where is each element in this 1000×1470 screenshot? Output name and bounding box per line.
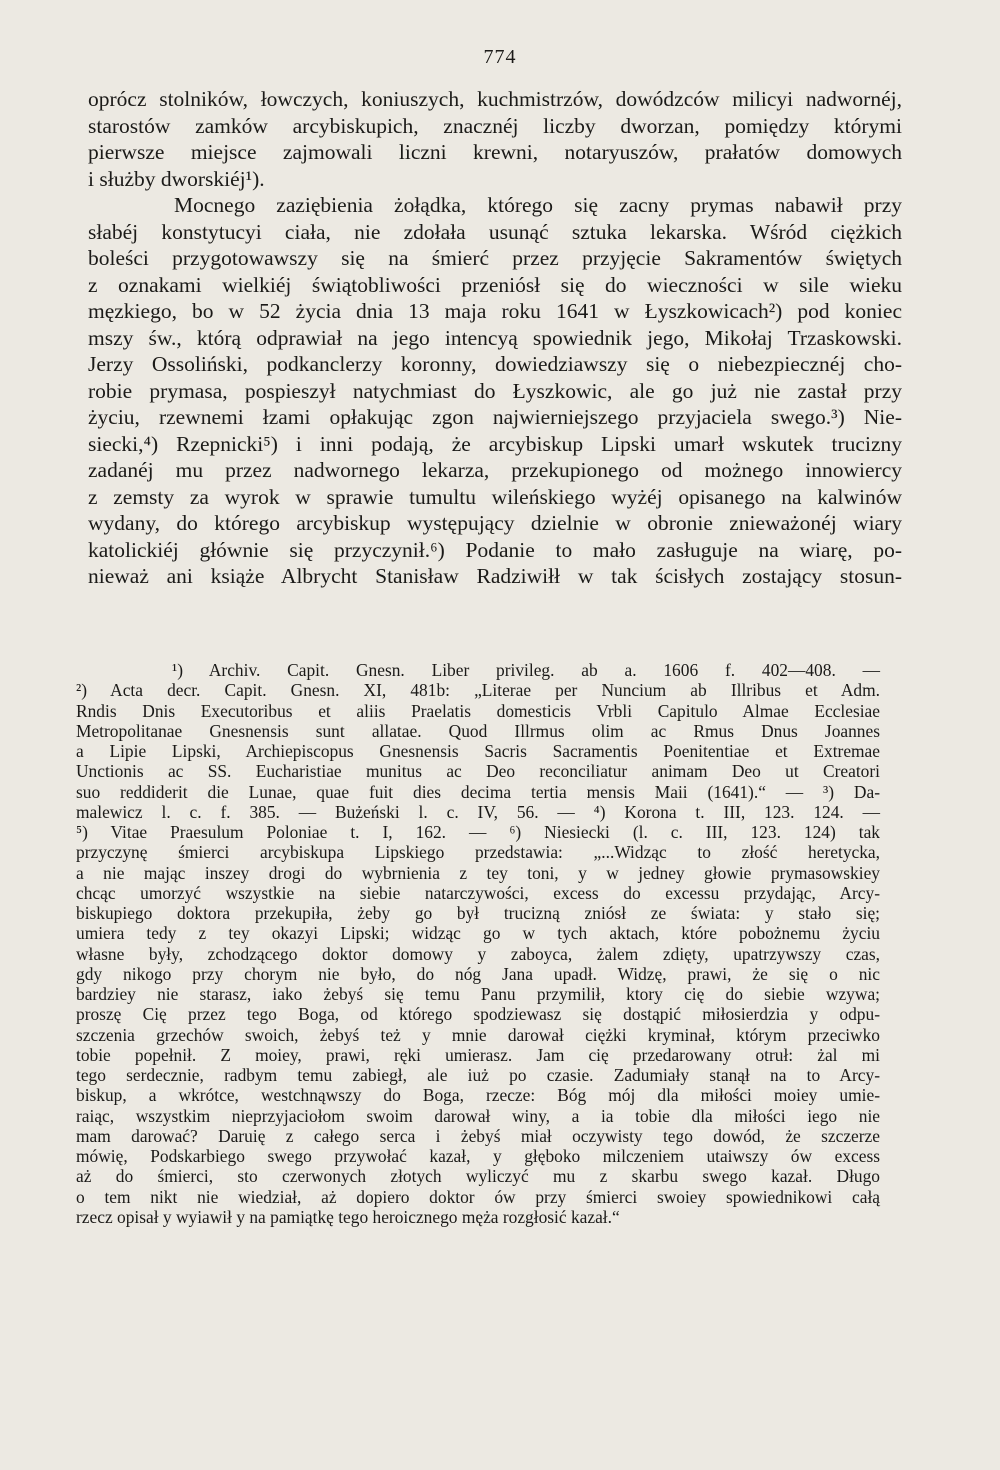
text-line: oprócz stolników, łowczych, koniuszych, kuchmistrzów, dowódzców milicyi nadwornéj,	[88, 87, 902, 111]
footnote-line: a Lipie Lipski, Archiepiscopus Gnesnensis Sacris Sacramentis Poenitentiae et Extremae	[76, 741, 880, 761]
text-line: wydany, do którego arcybiskup występujący dzielnie w obronie znieważonéj wiary	[88, 511, 902, 535]
text-line: robie prymasa, pospieszył natychmiast do Łyszkowic, ale go już nie zastał przy	[88, 378, 902, 403]
footnote-line: ⁵) Vitae Praesulum Poloniae t. I, 162. — ⁶) Niesiecki (l. c. III, 123. 124) tak	[76, 822, 880, 842]
footnote-line: bardziey nie starasz, iako żebyś się temu Panu przymilił, ktory cię do siebie wzywa;	[76, 984, 880, 1004]
footnote-line: mam darować? Daruię z całego serca i żebyś miał oczywisty tego dowód, że szczerze	[76, 1125, 880, 1146]
footnote-line: ²) Acta decr. Capit. Gnesn. XI, 481b: „Literae per Nuncium ab Illribus et Adm.	[76, 680, 880, 701]
footnote-line: o tem nikt nie wiedział, aż dopiero doktor ów przy śmierci swoiey spowiednikowi całą	[76, 1186, 880, 1207]
footnote-line: ¹) Archiv. Capit. Gnesn. Liber privileg. ab a. 1606 f. 402—408. —	[172, 660, 880, 680]
text-line: Mocnego zaziębienia żołądka, którego się zacny prymas nabawił przy	[174, 193, 902, 217]
footnotes-block	[76, 660, 880, 1227]
text-line: z zemsty za wyrok w sprawie tumultu wileńskiego wyżéj opisanego na kalwinów	[88, 484, 902, 509]
footnote-line: Metropolitanae Gnesnensis sunt allatae. Quod Illrmus olim ac Rmus Dnus Joannes	[76, 720, 880, 741]
footnote-line: biskupiego doktora przekupiła, żeby go był trucizną zniósł ze świata: y stało się;	[76, 903, 880, 923]
text-line: męzkiego, bo w 52 życia dnia 13 maja roku 1641 w Łyszkowicach²) pod koniec	[88, 299, 902, 323]
footnote-line: proszę Cię przez tego Boga, od którego spodziewasz się dostąpić miłosierdzia y odpu-	[76, 1004, 880, 1025]
text-line: mszy św., którą odprawiał na jego intencyą spowiednik jego, Mikołaj Trzaskowski.	[88, 325, 902, 350]
text-line: słabéj konstytucyi ciała, nie zdołała usunąć sztuka lekarska. Wśród ciężkich	[88, 219, 902, 244]
footnote-line: aż do śmierci, sto czerwonych złotych wyliczyć mu z skarbu swego kazał. Długo	[76, 1166, 880, 1187]
text-line: siecki,⁴) Rzepnicki⁵) i inni podają, że arcybiskup Lipski umarł wskutek trucizny	[88, 431, 902, 456]
footnote-line: rzecz opisał y wyiawił y na pamiątkę tego heroicznego męża rozgłosić kazał.“	[76, 1206, 620, 1227]
text-line: pierwsze miejsce zajmowali liczni krewni, notaryuszów, prałatów domowych	[88, 140, 902, 164]
footnote-line: przyczynę śmierci arcybiskupa Lipskiego przedstawia: „...Widząc to złość heretycka,	[76, 842, 880, 863]
text-line: starostów zamków arcybiskupich, znacznéj liczby dworzan, pomiędzy którymi	[88, 113, 902, 138]
footnote-line: umiera tedy z tey okazyi Lipski; widząc go w tych aktach, które pobożnemu życiu	[76, 923, 880, 944]
footnote-line: malewicz l. c. f. 385. — Bużeński l. c. IV, 56. — ⁴) Korona t. III, 123. 124. —	[76, 801, 880, 822]
footnote-line: mówię, Podskarbiego swego przywołać kazał, y głęboko milczeniem utaiwszy ów excess	[76, 1146, 880, 1166]
text-line: z oznakami wielkiéj świątobliwości przeniósł się do wieczności w sile wieku	[88, 272, 902, 297]
main-text-block	[88, 86, 902, 590]
footnote-line: tobie popełnił. Z moiey, prawi, ręki umierasz. Jam cię przedarowany otruł: żal mi	[76, 1044, 880, 1065]
footnote-line: gdy nikogo przy chorym nie było, do nóg Jana upadł. Widzę, prawi, że się o nic	[76, 963, 880, 984]
text-line: Jerzy Ossoliński, podkanclerzy koronny, dowiedziawszy się o niebezpiecznéj cho-	[88, 352, 902, 376]
page-number: 774	[483, 46, 517, 68]
footnote-line: tego serdecznie, radbym temu zabiegł, ale iuż po czasie. Zadumiały stanął na to Arcy-	[76, 1065, 880, 1085]
text-line: zadanéj mu przez nadwornego lekarza, przekupionego od możnego innowiercy	[88, 458, 902, 482]
footnote-line: raiąc, wszystkim nieprzyjaciołom swoim darował winy, a ia tobie dla miłości iego nie	[76, 1105, 880, 1126]
text-line: życiu, rzewnemi łzami opłakując zgon najwierniejszego przyjaciela swego.³) Nie-	[88, 405, 902, 429]
footnote-line: szczenia grzechów swoich, żebyś też y mnie darował ciężki kryminał, którym przeciwko	[76, 1024, 880, 1045]
footnote-line: biskup, a wkrótce, westchnąwszy do Boga, rzecze: Bóg mój dla miłości moiey umie-	[76, 1085, 880, 1106]
text-line: nieważ ani książe Albrycht Stanisław Radziwiłł w tak ścisłych zostający stosun-	[88, 564, 902, 588]
footnote-line: własne były, zchodzącego doktor domowy y zaboyca, żalem zdięty, upatrzywszy czas,	[76, 943, 880, 964]
text-line: boleści przygotowawszy się na śmierć przez przyjęcie Sakramentów świętych	[88, 246, 902, 270]
footnote-line: Unctionis ac SS. Eucharistiae munitus ac Deo reconciliatur animam Deo ut Creatori	[76, 761, 880, 782]
footnote-line: a nie mając inszey drogi do wybrnienia z tey toni, y w jedney głowie prymasowskiey	[76, 862, 880, 883]
text-line: i służby dworskiéj¹).	[88, 166, 265, 191]
text-line: katolickiéj głównie się przyczynił.⁶) Podanie to mało zasługuje na wiarę, po-	[88, 537, 902, 562]
footnote-line: suo reddiderit die Lunae, quae fuit dies decima tertia mensis Maii (1641).“ — ³) Da-	[76, 781, 880, 802]
footnote-line: Rndis Dnis Executoribus et aliis Praelatis domesticis Vrbli Capitulo Almae Ecclesiae	[76, 700, 880, 721]
footnote-line: chcąc umorzyć wszystkie na siebie natarczywości, excess do excessu przydając, Arcy-	[76, 882, 880, 903]
